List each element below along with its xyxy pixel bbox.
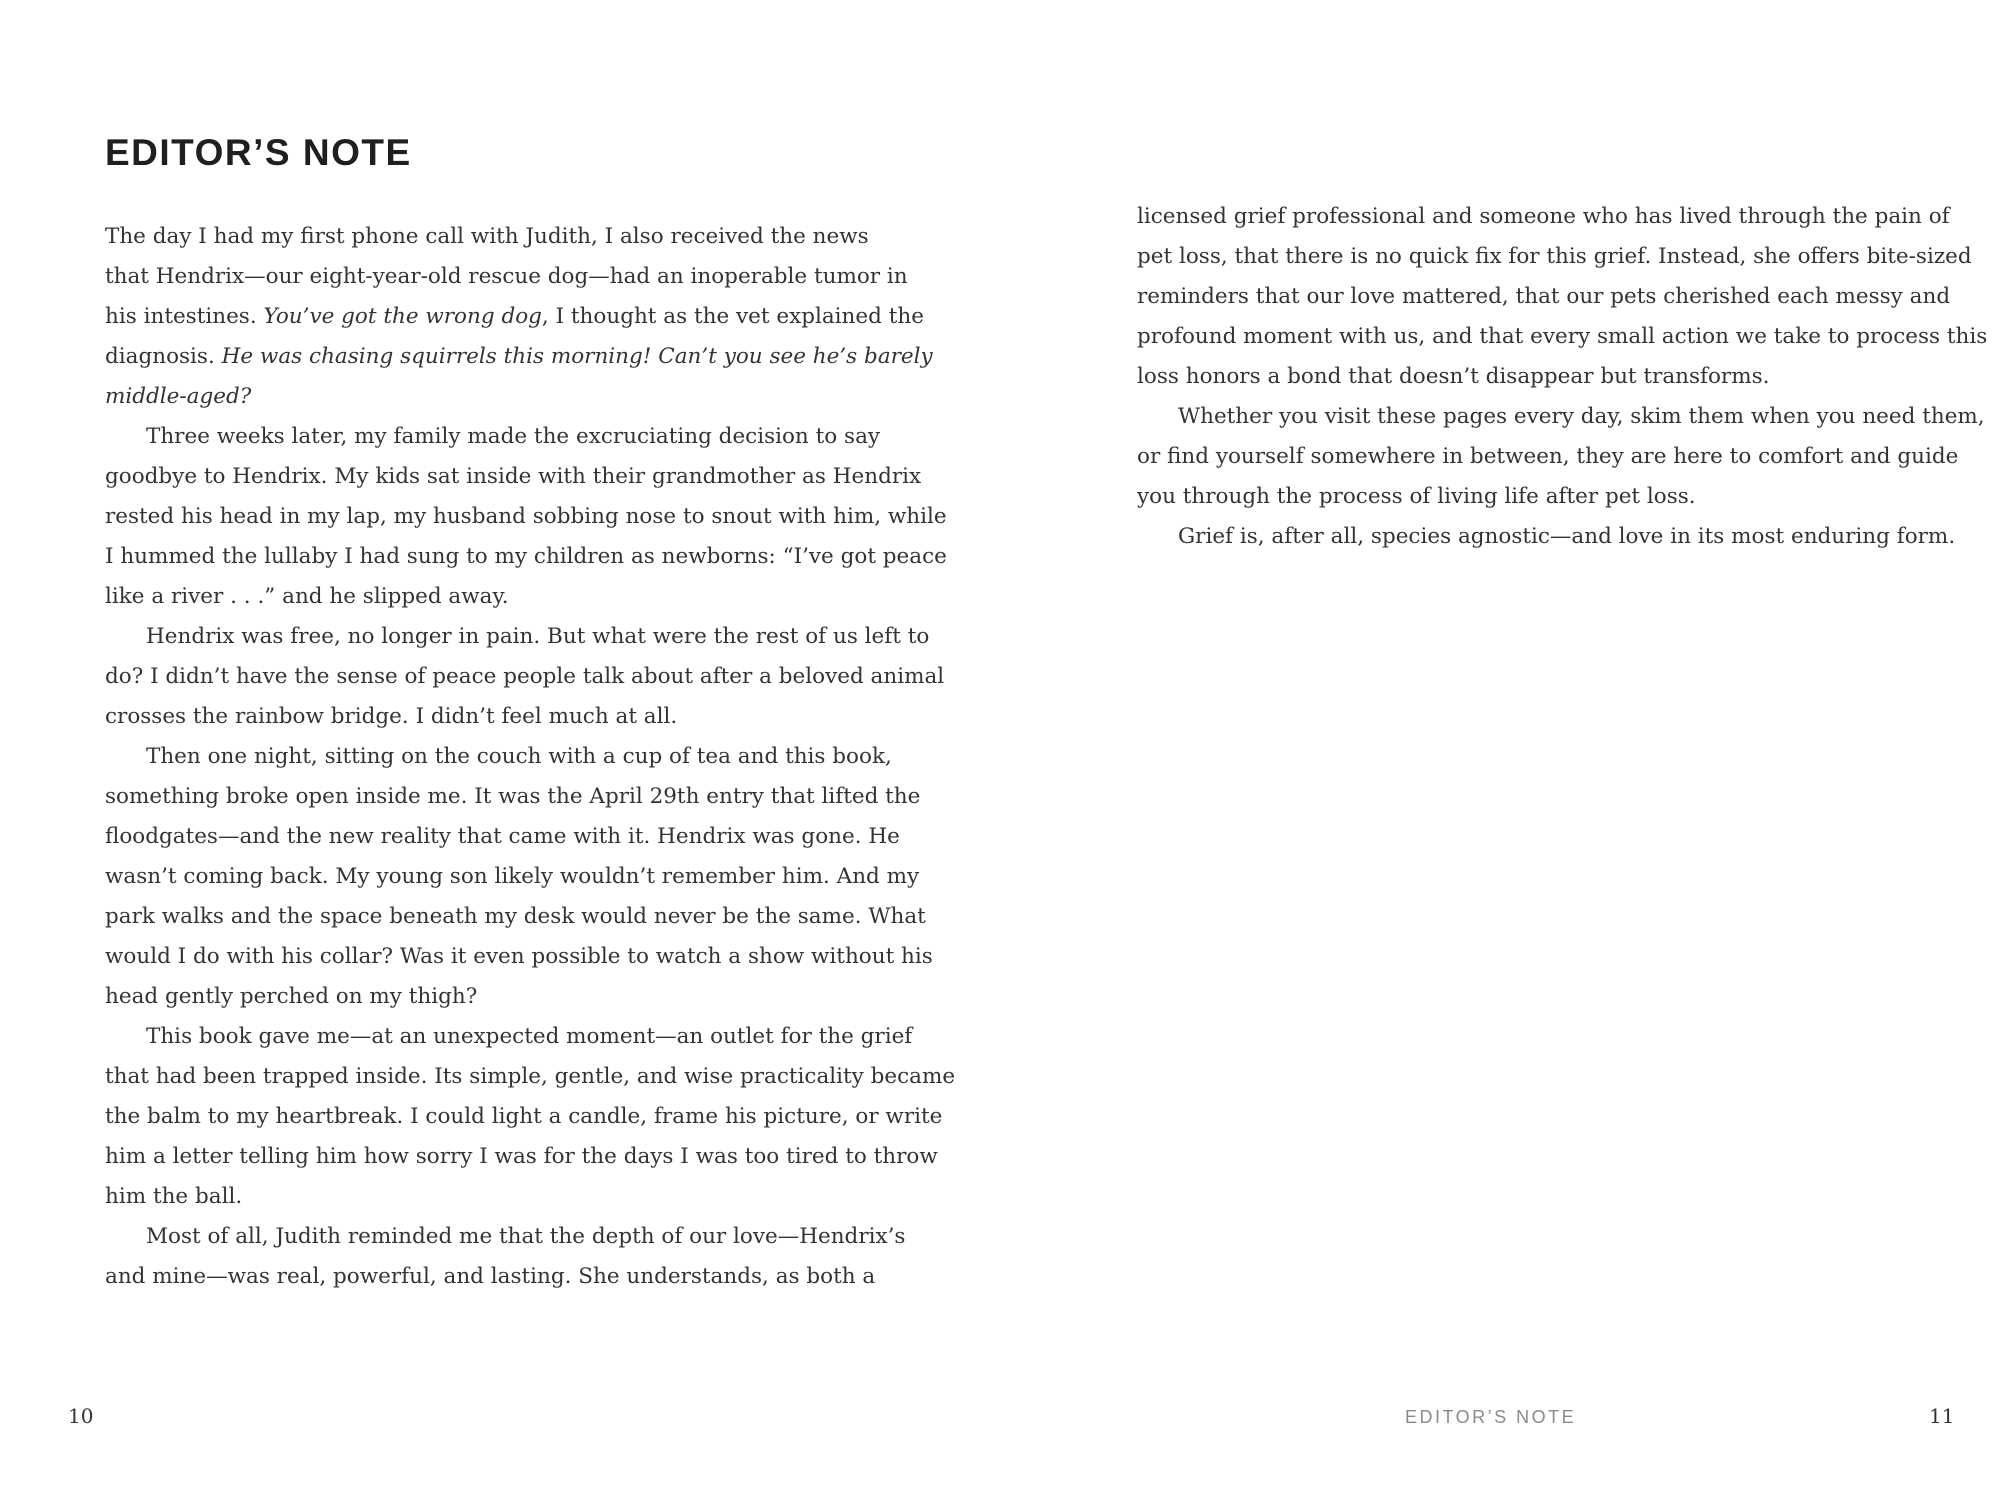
text-line bbox=[105, 377, 895, 417]
text-line bbox=[105, 1177, 895, 1217]
text-segment: pet loss, that there is no quick fix for this grief. Instead, she offers bite-sized bbox=[1137, 244, 1972, 269]
text-segment: Then one night, sitting on the couch with a cup of tea and this book, bbox=[146, 744, 892, 769]
text-line bbox=[1137, 317, 1988, 357]
text-line bbox=[105, 977, 895, 1017]
text-line bbox=[105, 337, 933, 377]
text-line bbox=[105, 457, 922, 497]
text-segment: , I thought as the vet explained the bbox=[541, 304, 924, 329]
text-segment: reminders that our love mattered, that our pets cherished each messy and bbox=[1137, 284, 1951, 309]
text-segment: Whether you visit these pages every day, skim them when you need them, bbox=[1178, 404, 1985, 429]
italic-text: He was chasing squirrels this morning! Can’t you see he’s barely bbox=[221, 344, 933, 369]
text-line bbox=[1137, 357, 1927, 397]
text-line bbox=[105, 257, 908, 297]
text-segment: crosses the rainbow bridge. I didn’t feel much at all. bbox=[105, 704, 678, 729]
page-number-right: 11 bbox=[1929, 1404, 1955, 1428]
text-segment: wasn’t coming back. My young son likely wouldn’t remember him. And my bbox=[105, 864, 920, 889]
text-segment: something broke open inside me. It was the April 29th entry that lifted the bbox=[105, 784, 921, 809]
text-line bbox=[105, 1257, 895, 1297]
text-segment: Most of all, Judith reminded me that the depth of our love—Hendrix’s bbox=[146, 1224, 906, 1249]
text-line bbox=[1137, 397, 1985, 437]
text-segment: licensed grief professional and someone who has lived through the pain of bbox=[1137, 204, 1950, 229]
running-head: EDITOR’S NOTE bbox=[1405, 1407, 1577, 1427]
text-segment: The day I had my first phone call with Judith, I also received the news bbox=[105, 224, 869, 249]
text-line bbox=[105, 217, 895, 257]
text-line bbox=[1137, 437, 1959, 477]
text-segment: floodgates—and the new reality that came with it. Hendrix was gone. He bbox=[105, 824, 900, 849]
text-line bbox=[1137, 477, 1927, 517]
text-segment: and mine—was real, powerful, and lasting. She understands, as both a bbox=[105, 1264, 876, 1289]
text-line bbox=[105, 537, 947, 577]
text-line bbox=[105, 937, 933, 977]
text-line bbox=[105, 1017, 913, 1057]
text-segment: would I do with his collar? Was it even possible to watch a show without his bbox=[105, 944, 933, 969]
text-line bbox=[105, 1137, 938, 1177]
text-line bbox=[105, 297, 924, 337]
text-segment: do? I didn’t have the sense of peace people talk about after a beloved animal bbox=[105, 664, 945, 689]
text-line bbox=[105, 497, 947, 537]
text-line bbox=[105, 577, 895, 617]
right-body-text bbox=[1137, 197, 1988, 557]
text-line bbox=[105, 697, 895, 737]
text-line bbox=[105, 817, 900, 857]
text-segment: I hummed the lullaby I had sung to my children as newborns: “I’ve got peace bbox=[105, 544, 947, 569]
text-segment: loss honors a bond that doesn’t disappear but transforms. bbox=[1137, 364, 1770, 389]
text-segment: like a river . . .” and he slipped away. bbox=[105, 584, 509, 609]
text-segment: profound moment with us, and that every small action we take to process this bbox=[1137, 324, 1988, 349]
text-line bbox=[105, 777, 921, 817]
text-segment: Grief is, after all, species agnostic—and love in its most enduring form. bbox=[1178, 524, 1956, 549]
text-segment: This book gave me—at an unexpected moment—an outlet for the grief bbox=[146, 1024, 913, 1049]
text-line bbox=[105, 1057, 956, 1097]
text-segment: his intestines. bbox=[105, 304, 264, 329]
text-line bbox=[105, 1217, 906, 1257]
left-body-text bbox=[105, 217, 956, 1297]
text-line bbox=[105, 1097, 943, 1137]
text-line bbox=[105, 737, 895, 777]
text-line bbox=[1137, 197, 1950, 237]
text-line bbox=[1137, 237, 1972, 277]
text-segment: rested his head in my lap, my husband sobbing nose to snout with him, while bbox=[105, 504, 947, 529]
text-segment: goodbye to Hendrix. My kids sat inside with their grandmother as Hendrix bbox=[105, 464, 922, 489]
text-line bbox=[105, 657, 945, 697]
text-segment: head gently perched on my thigh? bbox=[105, 984, 478, 1009]
text-line bbox=[1137, 277, 1951, 317]
text-segment: park walks and the space beneath my desk would never be the same. What bbox=[105, 904, 926, 929]
text-segment: the balm to my heartbreak. I could light a candle, frame his picture, or write bbox=[105, 1104, 943, 1129]
right-page bbox=[1000, 0, 2000, 1498]
text-line bbox=[1137, 517, 1956, 557]
text-line bbox=[105, 857, 920, 897]
text-segment: him the ball. bbox=[105, 1184, 243, 1209]
text-segment: him a letter telling him how sorry I was for the days I was too tired to throw bbox=[105, 1144, 938, 1169]
italic-text: You’ve got the wrong dog bbox=[263, 304, 542, 329]
text-segment: that had been trapped inside. Its simple, gentle, and wise practicality became bbox=[105, 1064, 956, 1089]
text-line bbox=[105, 617, 930, 657]
text-line bbox=[105, 417, 895, 457]
text-segment: you through the process of living life after pet loss. bbox=[1137, 484, 1696, 509]
text-segment: Three weeks later, my family made the excruciating decision to say bbox=[146, 424, 881, 449]
text-segment: that Hendrix—our eight-year-old rescue dog—had an inoperable tumor in bbox=[105, 264, 908, 289]
text-segment: diagnosis. bbox=[105, 344, 222, 369]
page-number-left: 10 bbox=[68, 1404, 94, 1428]
text-segment: or find yourself somewhere in between, they are here to comfort and guide bbox=[1137, 444, 1959, 469]
page-heading: EDITOR’S NOTE bbox=[105, 132, 412, 173]
text-segment: Hendrix was free, no longer in pain. But what were the rest of us left to bbox=[146, 624, 930, 649]
italic-text: middle-aged? bbox=[105, 384, 252, 409]
text-line bbox=[105, 897, 926, 937]
